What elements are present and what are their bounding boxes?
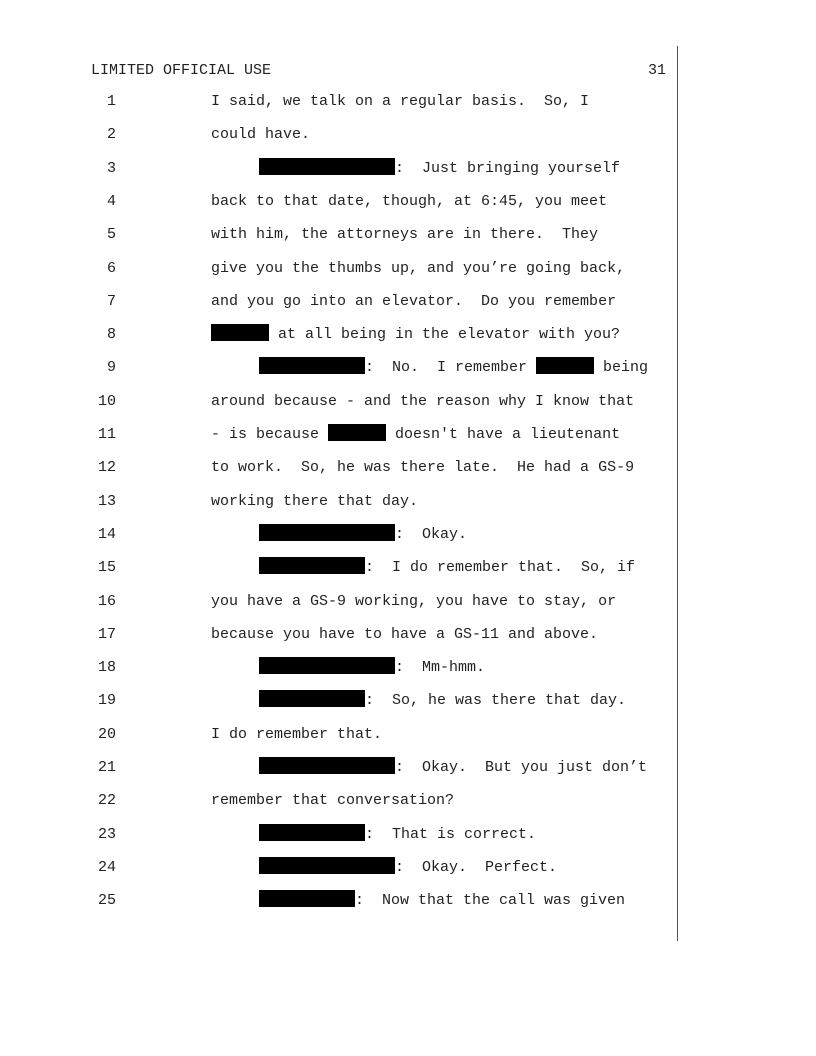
line-text [259, 690, 626, 712]
line-number: 16 [97, 592, 116, 610]
transcript-line [0, 591, 677, 613]
line-text [259, 524, 467, 546]
line-text [211, 591, 616, 613]
text-segment: doesn't have a lieutenant [386, 426, 621, 443]
line-text [211, 191, 607, 213]
text-segment: : Okay. [395, 525, 468, 543]
text-segment: : Just bringing yourself [395, 159, 621, 177]
text-segment: I do remember that. [211, 725, 383, 743]
line-text [259, 357, 648, 379]
text-segment: to work. So, he was there late. He had a GS-9 [211, 459, 635, 477]
line-number: 6 [106, 259, 116, 277]
redaction-box [259, 158, 395, 175]
transcript-line [0, 291, 677, 313]
redaction-box [259, 357, 365, 374]
line-number: 20 [97, 725, 116, 743]
redaction-box [259, 824, 365, 841]
line-text [211, 724, 382, 746]
redaction-box [259, 890, 355, 907]
transcript-line [0, 324, 677, 346]
line-number: 3 [106, 159, 116, 177]
redaction-box [211, 324, 269, 341]
redaction-box [259, 524, 395, 541]
line-text [211, 291, 616, 313]
line-number: 4 [106, 192, 116, 210]
text-segment: : So, he was there that day. [365, 692, 627, 710]
line-text [211, 224, 598, 246]
line-number: 23 [97, 825, 116, 843]
line-text [211, 391, 634, 413]
transcript-line [0, 790, 677, 812]
line-number: 10 [97, 392, 116, 410]
text-segment: and you go into an elevator. Do you remember [211, 292, 617, 310]
text-segment: because you have to have a GS-11 and above. [211, 625, 599, 643]
transcript-line [0, 857, 677, 879]
line-text [211, 124, 310, 146]
line-number: 11 [97, 426, 116, 443]
line-number: 13 [97, 492, 116, 510]
redaction-box [259, 657, 395, 674]
transcript-line [0, 224, 677, 246]
text-segment: : No. I remember [365, 359, 537, 377]
text-segment: with him, the attorneys are in there. They [211, 226, 599, 244]
line-text [211, 324, 620, 346]
transcript-line [0, 890, 677, 912]
line-text [211, 258, 625, 280]
line-number: 12 [97, 459, 116, 477]
line-text [259, 824, 536, 846]
line-text [259, 657, 485, 679]
redaction-box [536, 357, 594, 374]
transcript-line [0, 391, 677, 413]
line-text [211, 624, 598, 646]
text-segment: working there that day. [211, 492, 419, 510]
line-number: 18 [97, 659, 116, 677]
line-number: 17 [97, 625, 116, 643]
line-text [211, 491, 418, 513]
text-segment: I said, we talk on a regular basis. So, I [211, 93, 590, 110]
text-segment: at all being in the elevator with you? [269, 326, 621, 344]
line-text [211, 424, 620, 446]
transcript-line [0, 491, 677, 513]
transcript-line [0, 91, 677, 113]
transcript-line [0, 158, 677, 180]
transcript-line [0, 424, 677, 446]
line-number: 14 [97, 525, 116, 543]
redaction-box [259, 557, 365, 574]
text-segment: being [594, 359, 649, 377]
transcript-line [0, 690, 677, 712]
line-number: 2 [106, 126, 116, 144]
text-segment: : Okay. But you just don’t [395, 759, 648, 776]
line-text [259, 757, 647, 779]
line-text [259, 158, 620, 180]
transcript-line [0, 124, 677, 146]
line-text [259, 557, 635, 579]
transcript-line [0, 357, 677, 379]
redaction-box [259, 757, 395, 774]
line-number: 5 [106, 226, 116, 244]
classification-header: LIMITED OFFICIAL USE [91, 62, 272, 79]
transcript-line [0, 557, 677, 579]
text-segment: remember that conversation? [211, 792, 455, 810]
redaction-box [328, 424, 386, 441]
line-text [211, 790, 454, 812]
line-number: 8 [106, 326, 116, 344]
text-segment: could have. [211, 126, 311, 144]
text-segment: around because - and the reason why I know that [211, 392, 635, 410]
transcript-line [0, 757, 677, 779]
transcript-line [0, 191, 677, 213]
text-segment: - is because [211, 426, 329, 443]
line-number: 22 [97, 792, 116, 810]
transcript-line [0, 824, 677, 846]
redaction-box [259, 857, 395, 874]
line-number: 19 [97, 692, 116, 710]
transcript-line [0, 258, 677, 280]
text-segment: you have a GS-9 working, you have to stay, or [211, 592, 617, 610]
line-number: 9 [106, 359, 116, 377]
transcript-line [0, 724, 677, 746]
transcript-line [0, 624, 677, 646]
text-segment: : Mm-hmm. [395, 659, 486, 677]
line-number: 25 [97, 892, 116, 910]
text-segment: : Okay. Perfect. [395, 858, 558, 876]
line-text [211, 457, 634, 479]
transcript-line [0, 657, 677, 679]
transcript-line [0, 457, 677, 479]
line-number: 21 [97, 759, 116, 776]
text-segment: back to that date, though, at 6:45, you meet [211, 192, 608, 210]
line-number: 7 [106, 292, 116, 310]
line-text [259, 890, 625, 912]
text-segment: : That is correct. [365, 825, 537, 843]
text-segment: give you the thumbs up, and you’re going back, [211, 259, 626, 277]
line-text [259, 857, 557, 879]
transcript-line [0, 524, 677, 546]
text-segment: : I do remember that. So, if [365, 559, 636, 577]
line-number: 24 [97, 858, 116, 876]
page-number: 31 [647, 62, 666, 79]
right-margin-rule [677, 46, 678, 941]
line-number: 15 [97, 559, 116, 577]
redaction-box [259, 690, 365, 707]
line-text [211, 91, 589, 113]
line-number: 1 [106, 93, 116, 110]
text-segment: : Now that the call was given [355, 892, 626, 910]
